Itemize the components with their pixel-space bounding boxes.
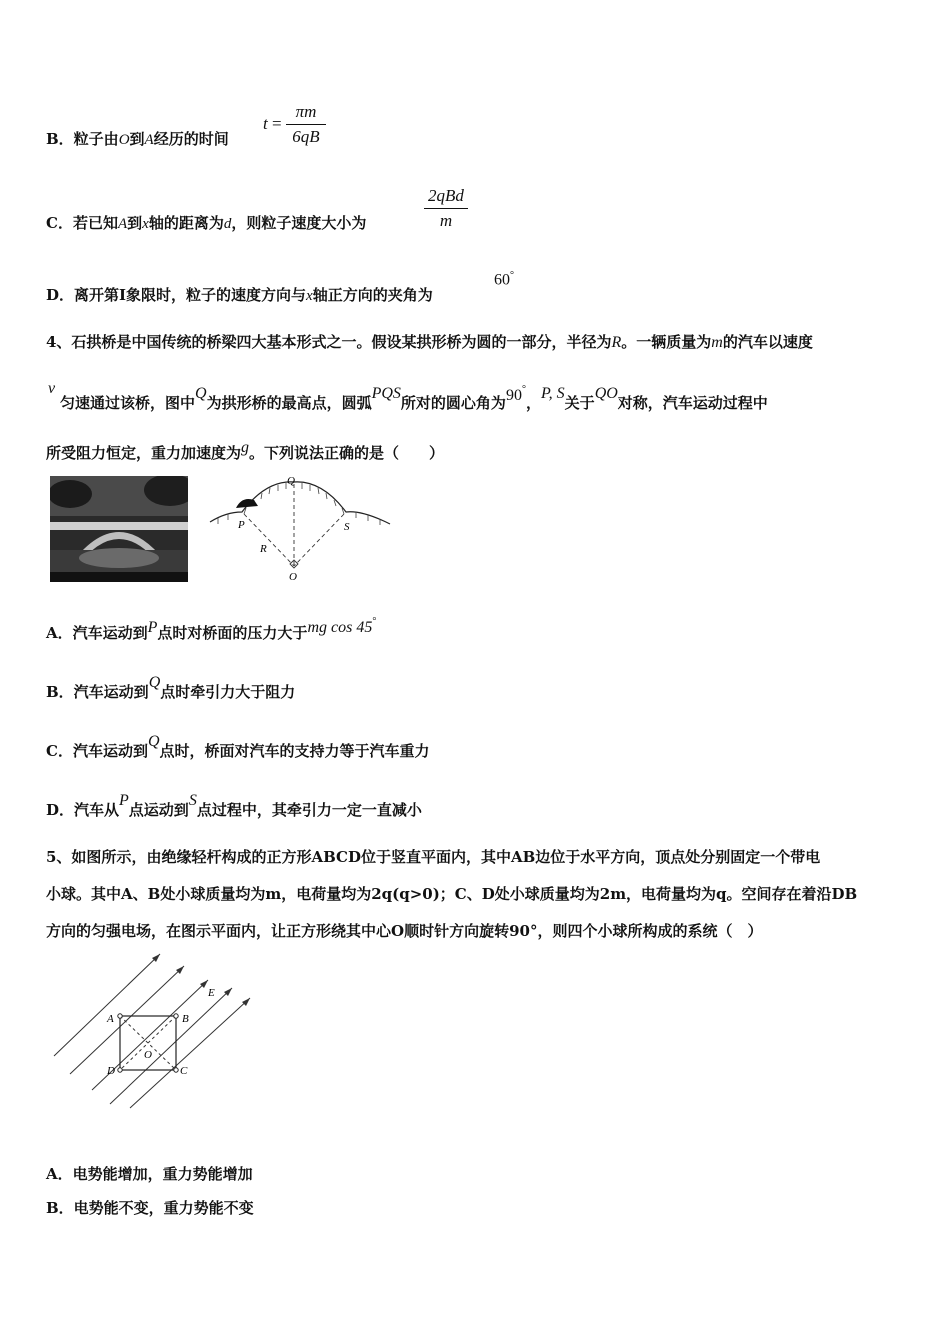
variable-v: v bbox=[48, 380, 56, 397]
ball-d bbox=[118, 1068, 122, 1072]
label-e: E bbox=[208, 987, 215, 999]
label-a: A bbox=[107, 1013, 114, 1025]
point-a: A bbox=[144, 132, 154, 148]
text: C．若已知 bbox=[46, 214, 118, 232]
variable-q: Q bbox=[195, 385, 207, 402]
arch-bridge-diagram bbox=[206, 472, 398, 584]
variable-q: Q bbox=[147, 733, 160, 750]
text: 轴的距离为 bbox=[148, 214, 224, 232]
variable-p: P bbox=[147, 619, 158, 636]
text: D．离开第Ⅰ象限时，粒子的速度方向与 bbox=[46, 286, 307, 304]
variable-x: x bbox=[306, 288, 313, 304]
degree-sign: ° bbox=[372, 616, 377, 627]
q3-option-c bbox=[46, 212, 366, 233]
text: 点时，桥面对汽车的支持力等于汽车重力 bbox=[159, 742, 430, 760]
text: A．汽车运动到 bbox=[46, 624, 148, 642]
text: 点时对桥面的压力大于 bbox=[157, 624, 308, 642]
text: 经历的时间 bbox=[153, 130, 229, 148]
label-s: S bbox=[344, 521, 350, 533]
point-a: A bbox=[117, 216, 128, 232]
q3-option-b-text: B．粒子由 bbox=[46, 130, 119, 148]
point-o: O bbox=[118, 132, 130, 148]
q4-stem-line-1 bbox=[46, 331, 813, 352]
q3-option-b-fraction bbox=[286, 102, 326, 147]
degree-sign: ° bbox=[521, 384, 526, 395]
stone-arch-bridge-photo bbox=[50, 476, 188, 582]
q5-stem-line-3: 方向的匀强电场，在图示平面内，让正方形绕其中心O顺时针方向旋转90°，则四个小球所构成的系统（ ） bbox=[46, 922, 763, 940]
text: 轴正方向的夹角为 bbox=[312, 286, 433, 304]
equals-sign: = bbox=[271, 114, 282, 133]
q3-option-d bbox=[46, 284, 433, 305]
q4-stem-line-3 bbox=[46, 439, 445, 463]
text: 点过程中，其牵引力一定一直减小 bbox=[196, 801, 422, 819]
text: 所受阻力恒定，重力加速度为 bbox=[46, 444, 242, 462]
field-lines bbox=[54, 954, 250, 1108]
degree-sign: ° bbox=[510, 270, 514, 281]
line-po-dashed bbox=[244, 514, 294, 566]
ball-a bbox=[118, 1014, 122, 1018]
points-p-s: P, S bbox=[540, 385, 565, 402]
angle-value: 90 bbox=[505, 387, 522, 404]
fraction-denominator: m bbox=[439, 211, 453, 230]
text: B．汽车运动到 bbox=[46, 683, 149, 701]
label-o: O bbox=[144, 1049, 152, 1061]
q3-option-b bbox=[46, 128, 229, 149]
q4-option-c bbox=[46, 733, 430, 761]
text: ， bbox=[525, 394, 541, 412]
angle-value: 60 bbox=[494, 271, 510, 289]
text: 到 bbox=[127, 214, 143, 232]
label-o: O bbox=[289, 571, 297, 583]
label-p: P bbox=[238, 519, 245, 531]
text: 4、石拱桥是中国传统的桥梁四大基本形式之一。假设某拱形桥为圆的一部分，半径为 bbox=[46, 333, 612, 351]
fraction-denominator: 6qB bbox=[292, 127, 320, 146]
q4-option-d bbox=[46, 792, 422, 820]
line-qo: QO bbox=[594, 385, 618, 402]
variable-q: Q bbox=[148, 674, 161, 691]
square-field-diagram bbox=[44, 948, 270, 1114]
label-r: R bbox=[260, 543, 267, 555]
text: 对称，汽车运动过程中 bbox=[617, 394, 768, 412]
text: 为拱形桥的最高点，圆弧 bbox=[206, 394, 372, 412]
q5-stem-line-1: 5、如图所示，由绝缘轻杆构成的正方形ABCD位于竖直平面内，其中AB边位于水平方向，顶点处分别固定一个带电 bbox=[46, 848, 821, 866]
q3-option-b-formula bbox=[263, 114, 282, 134]
text: 。下列说法正确的是（ ） bbox=[249, 444, 445, 462]
line-so-dashed bbox=[294, 514, 344, 566]
q3-option-c-fraction bbox=[424, 186, 468, 231]
text: 匀速通过该桥，图中 bbox=[60, 394, 196, 412]
text: ，则粒子速度大小为 bbox=[231, 214, 367, 232]
text: D．汽车从 bbox=[46, 801, 120, 819]
bridge-photo-drawing bbox=[50, 476, 188, 582]
variable-d: d bbox=[223, 216, 232, 232]
variable-x: x bbox=[142, 216, 149, 232]
q5-option-b: B．电势能不变，重力势能不变 bbox=[46, 1199, 254, 1217]
variable-m: m bbox=[711, 334, 723, 351]
q4-stem-line-2 bbox=[60, 384, 768, 413]
bridge-arc bbox=[210, 482, 390, 524]
q4-option-b bbox=[46, 674, 296, 702]
text: C．汽车运动到 bbox=[46, 742, 148, 760]
ball-b bbox=[174, 1014, 178, 1018]
q4-option-a bbox=[46, 616, 377, 643]
variable-s: S bbox=[188, 792, 197, 809]
label-b: B bbox=[182, 1013, 189, 1025]
fraction-numerator: 2qBd bbox=[428, 186, 464, 205]
variable-t: t bbox=[263, 114, 268, 133]
fraction-bar bbox=[424, 208, 468, 209]
ball-c bbox=[174, 1068, 178, 1072]
variable-g: g bbox=[241, 439, 250, 456]
label-q: Q bbox=[287, 475, 295, 487]
text: 。一辆质量为 bbox=[621, 333, 712, 351]
text: 关于 bbox=[564, 394, 595, 412]
variable-r: R bbox=[611, 334, 622, 351]
fraction-bar bbox=[286, 124, 326, 125]
text: 点运动到 bbox=[128, 801, 189, 819]
text: 所对的圆心角为 bbox=[400, 394, 506, 412]
text: 的汽车以速度 bbox=[722, 333, 813, 351]
q5-option-a: A．电势能增加，重力势能增加 bbox=[46, 1165, 253, 1183]
label-d: D bbox=[107, 1065, 115, 1077]
expr-mg-cos45: mg cos 45 bbox=[307, 619, 373, 636]
text: 到 bbox=[129, 130, 145, 148]
label-c: C bbox=[180, 1065, 188, 1077]
text: 点时牵引力大于阻力 bbox=[160, 683, 296, 701]
variable-p: P bbox=[119, 792, 129, 809]
q5-stem-line-2: 小球。其中A、B处小球质量均为m，电荷量均为2q(q>0)；C、D处小球质量均为2m，电荷量均为q。空间存在着沿DB bbox=[46, 885, 858, 903]
car-icon bbox=[236, 499, 258, 508]
q3-option-d-angle bbox=[494, 270, 514, 289]
arc-pqs: PQS bbox=[371, 385, 401, 402]
fraction-numerator: πm bbox=[295, 102, 317, 121]
